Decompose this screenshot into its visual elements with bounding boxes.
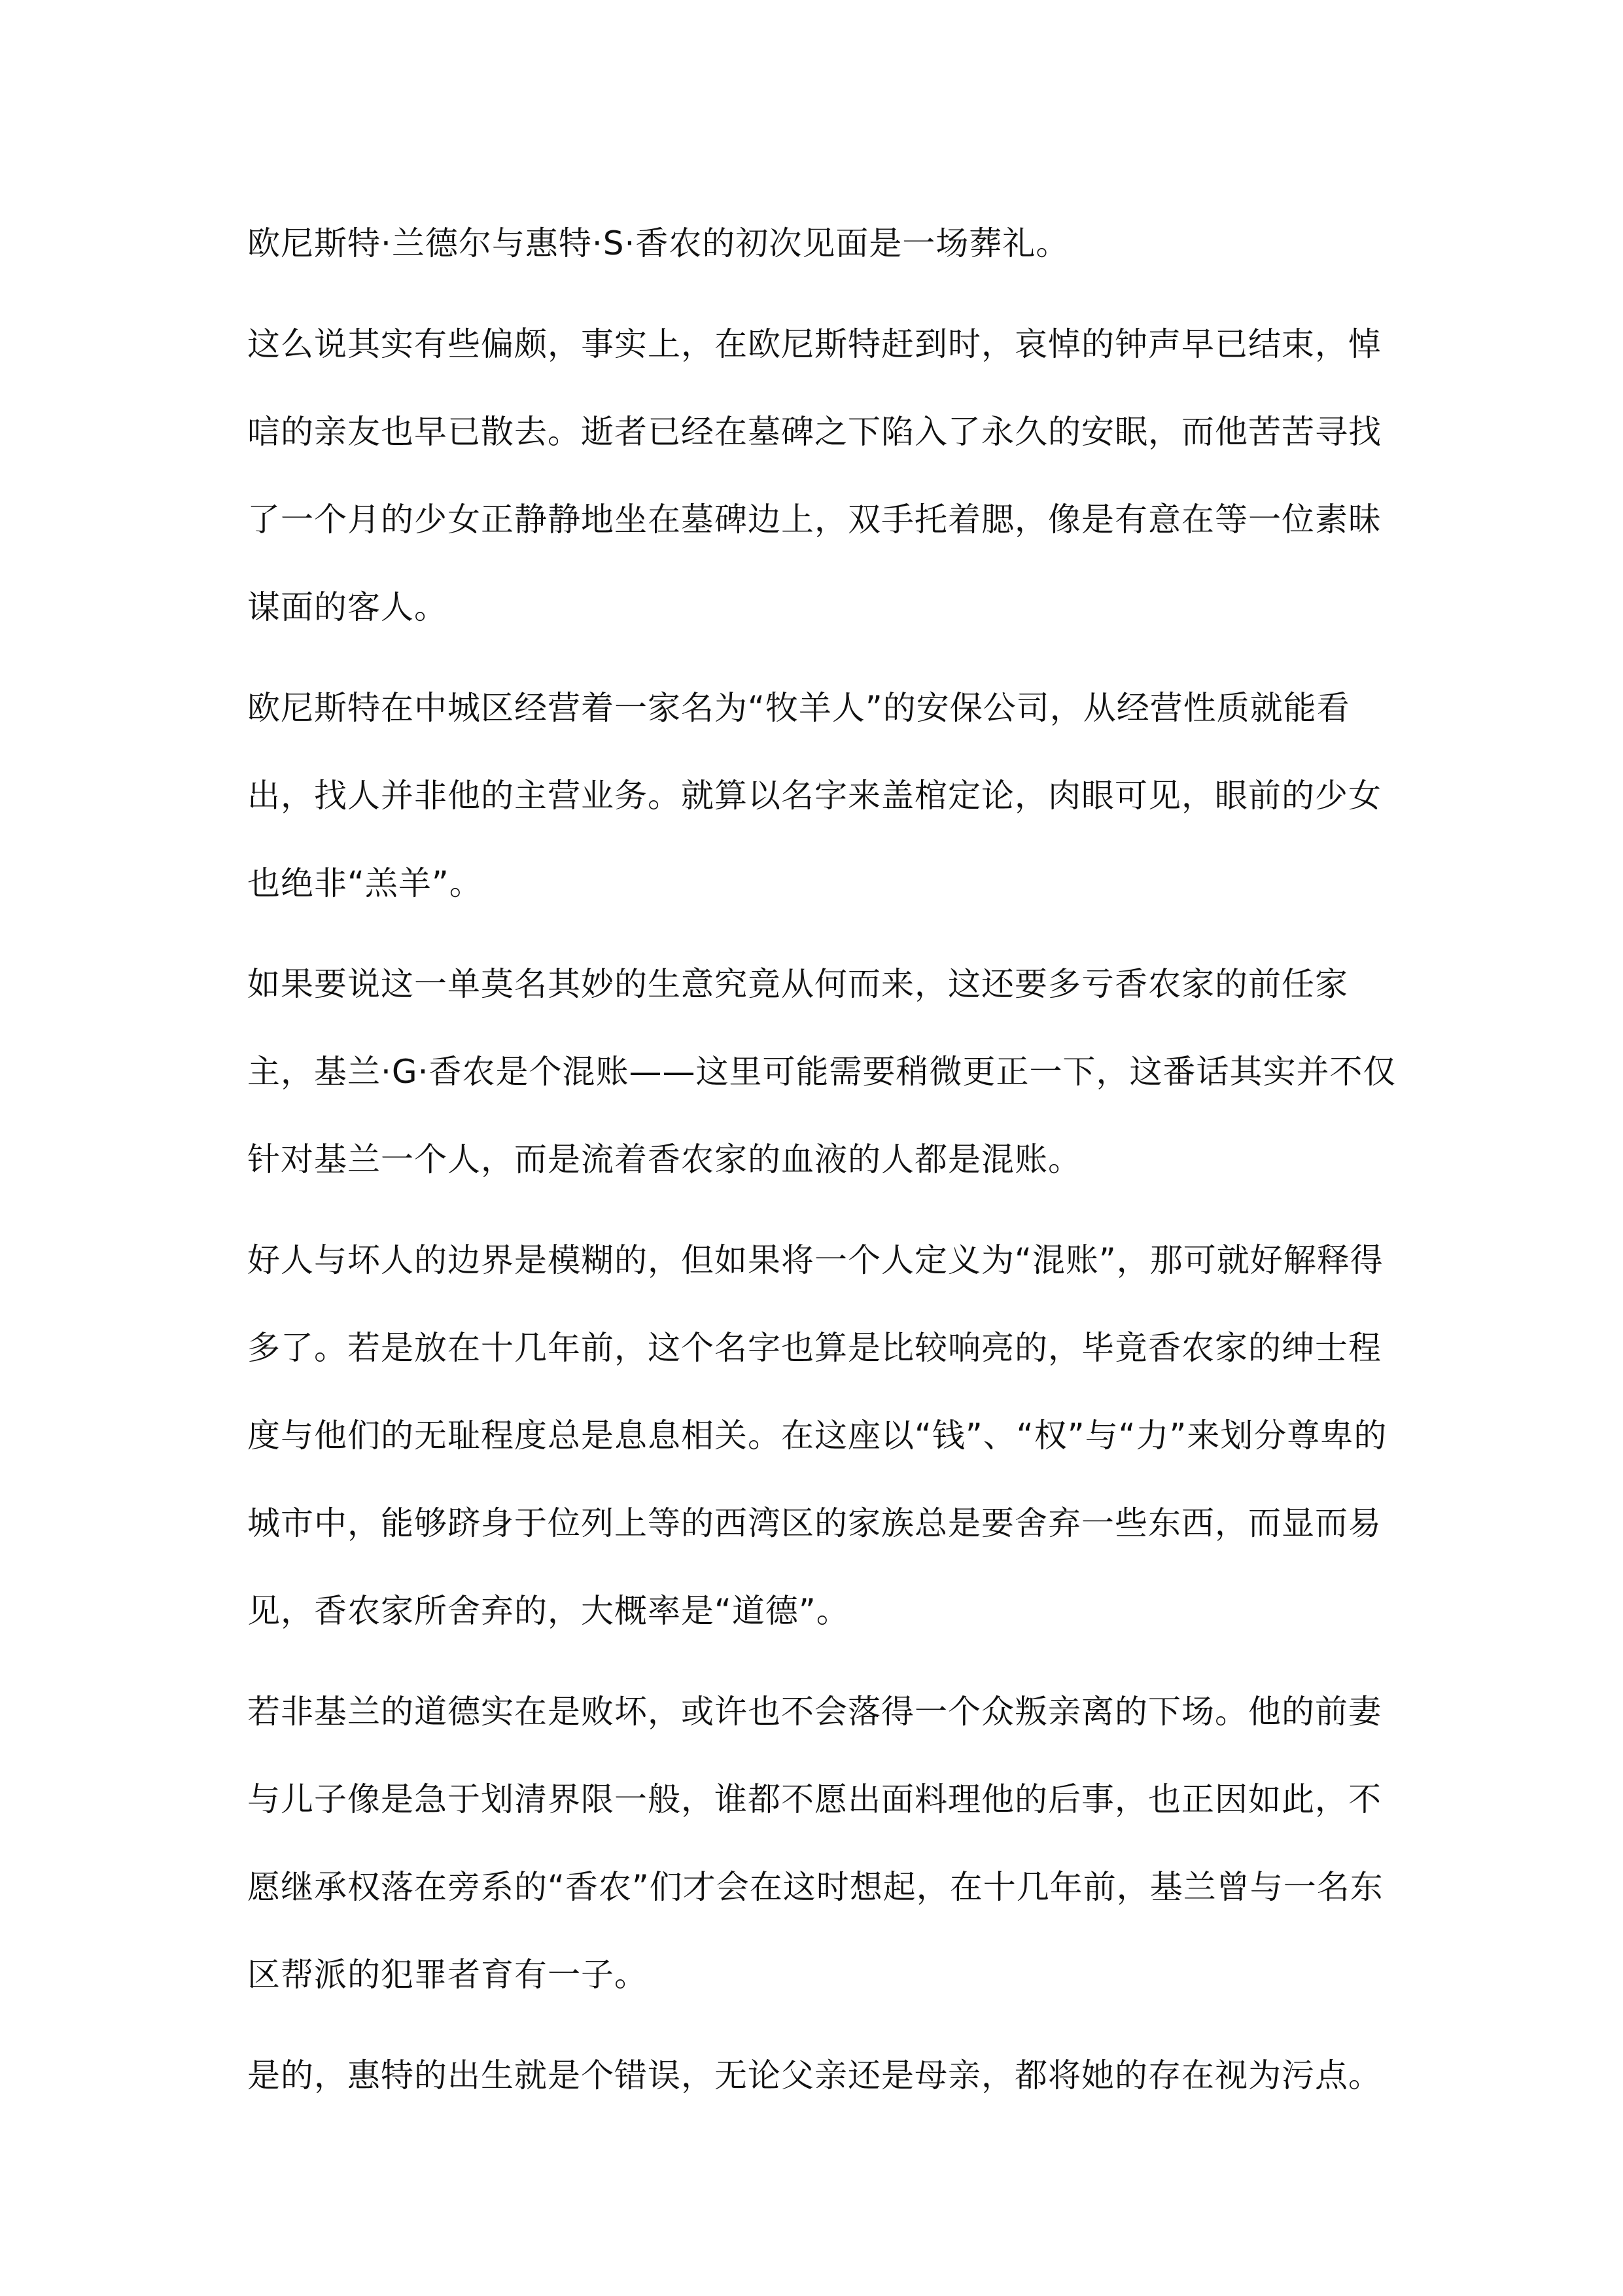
paragraph-7: 是的，惠特的出生就是个错误，无论父亲还是母亲，都将她的存在视为污点。 <box>247 2057 1382 2094</box>
paragraph-4: 如果要说这一单莫名其妙的生意究竟从何而来，这还要多亏香农家的前任家主，基兰·G·香农是个混账——这里可能需要稍微更正一下，这番话其实并不仅针对基兰一个人，而是流着香农家的血液的人都是混账。 <box>247 965 1397 1178</box>
paragraph-6: 若非基兰的道德实在是败坏，或许也不会落得一个众叛亲离的下场。他的前妻与儿子像是急于划清界限一般，谁都不愿出面料理他的后事，也正因如此，不愿继承权落在旁系的“香农”们才会在这时想起，在十几年前，基兰曾与一名东区帮派的犯罪者育有一子。 <box>247 1693 1384 1994</box>
paragraph-1: 欧尼斯特·兰德尔与惠特·S·香农的初次见面是一场葬礼。 <box>247 224 1070 262</box>
paragraph-3: 欧尼斯特在中城区经营着一家名为“牧羊人”的安保公司，从经营性质就能看出，找人并非他的主营业务。就算以名字来盖棺定论，肉眼可见，眼前的少女也绝非“羔羊”。 <box>247 689 1382 902</box>
paragraph-2: 这么说其实有些偏颇，事实上，在欧尼斯特赶到时，哀悼的钟声早已结束，悼唁的亲友也早已散去。逝者已经在墓碑之下陷入了永久的安眠，而他苦苦寻找了一个月的少女正静静地坐在墓碑边上，双手托着腮，像是有意在等一位素昧谋面的客人。 <box>247 325 1382 626</box>
document-page <box>247 200 1399 2132</box>
paragraph-5: 好人与坏人的边界是模糊的，但如果将一个人定义为“混账”，那可就好解释得多了。若是放在十几年前，这个名字也算是比较响亮的，毕竟香农家的绅士程度与他们的无耻程度总是息息相关。在这座以“钱”、“权”与“力”来划分尊卑的城市中，能够跻身于位列上等的西湾区的家族总是要舍弃一些东西，而显而易见，香农家所舍弃的，大概率是“道德”。 <box>247 1241 1387 1630</box>
